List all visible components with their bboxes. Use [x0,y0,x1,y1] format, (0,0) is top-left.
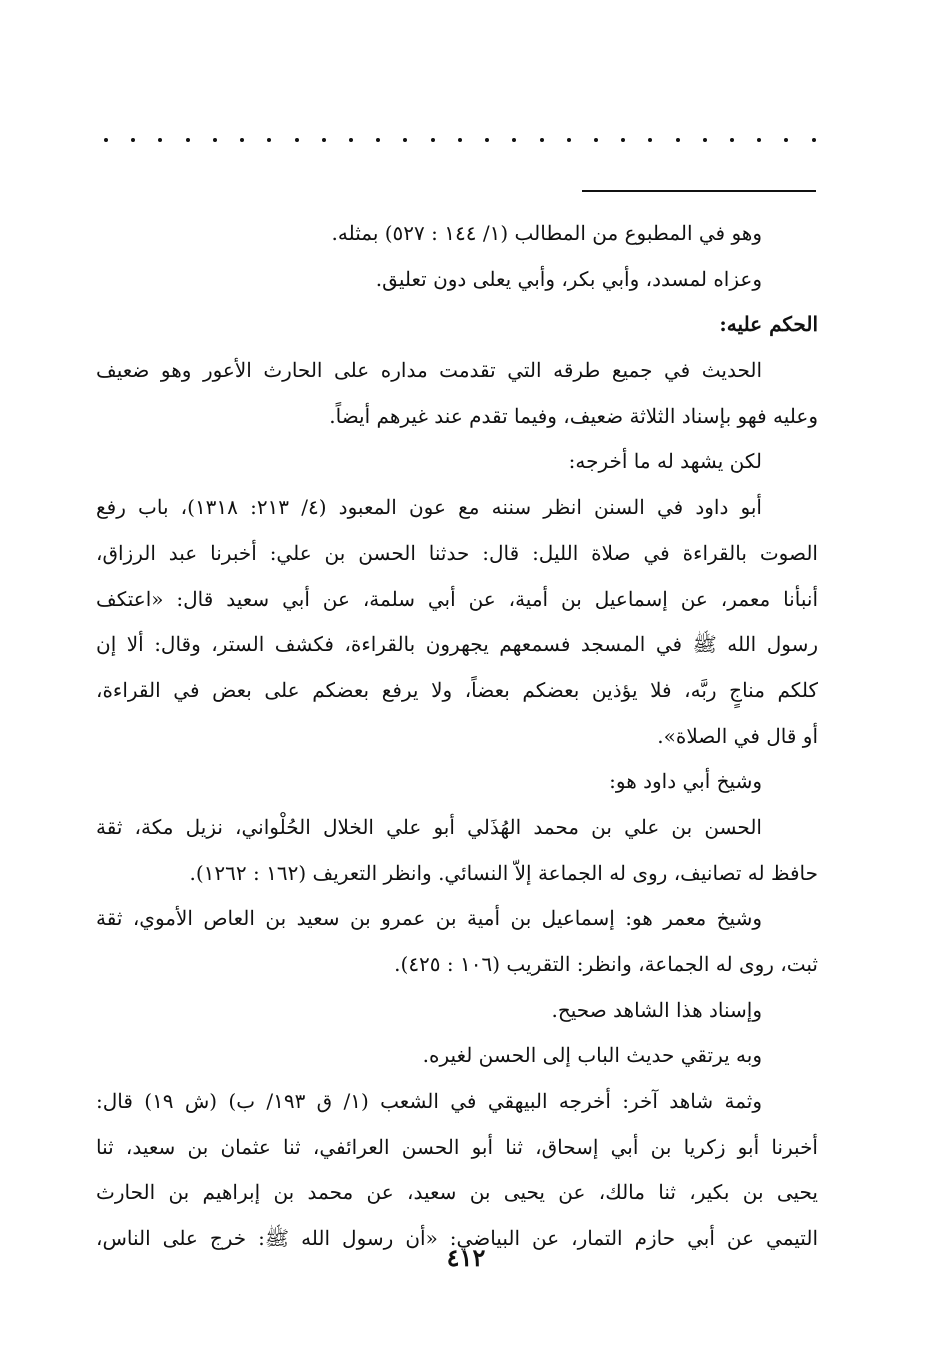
separator-dot [349,138,353,142]
separator-dot [703,138,707,142]
separator-dot [648,138,652,142]
text-line: رسول الله ﷺ في المسجد فسمعهم يجهرون بالقراءة، فكشف الستر، وقال: ألا إن [96,632,818,657]
text-line: كلكم مناجٍ ربَّه، فلا يؤذين بعضكم بعضاً، ولا يرفع بعضكم على بعض في القراءة، [96,677,818,702]
text-line: التيمي عن أبي حازم التمار، عن البياضي: «أن رسول الله ﷺ: خرج على الناس، [96,1226,818,1251]
text-line: وثمة شاهد آخر: أخرجه البيهقي في الشعب (١/ ق ١٩٣/ ب) (ش ١٩) قال: [96,1089,762,1114]
separator-dot [131,138,135,142]
dotted-separator [104,128,816,152]
section-heading: الحكم عليه: [719,312,818,337]
separator-dot [730,138,734,142]
separator-dot [295,138,299,142]
separator-dot [376,138,380,142]
text-line: وبه يرتقي حديث الباب إلى الحسن لغيره. [422,1043,762,1068]
text-line: حافظ له تصانيف، روى له الجماعة إلاّ النسائي. وانظر التعريف (١٦٢ : ١٢٦٢). [189,860,818,885]
separator-dot [676,138,680,142]
separator-dot [784,138,788,142]
separator-dot [322,138,326,142]
separator-dot [485,138,489,142]
footnote-rule [582,190,816,192]
text-line: ثبت، روى له الجماعة، وانظر: التقريب (١٠٦ : ٤٢٥). [394,952,818,976]
text-line: الحديث في جميع طرقه التي تقدمت مداره على الحارث الأعور وهو ضعيف [96,358,762,383]
separator-dot [267,138,271,142]
text-line: أو قال في الصلاة». [657,723,818,748]
text-line: وإسناد هذا الشاهد صحيح. [551,997,762,1022]
separator-dot [812,138,816,142]
text-line: لكن يشهد له ما أخرجه: [568,449,762,474]
separator-dot [240,138,244,142]
separator-dot [158,138,162,142]
text-line: الحسن بن علي بن محمد الهُذَلي أبو علي الخلال الحُلْواني، نزيل مكة، ثقة [96,814,762,839]
separator-dot [403,138,407,142]
text-line: أبو داود في السنن انظر سننه مع عون المعبود (٤/ ٢١٣: ١٣١٨)، باب رفع [96,495,762,520]
separator-dot [431,138,435,142]
separator-dot [512,138,516,142]
text-line: وهو في المطبوع من المطالب (١/ ١٤٤ : ٥٢٧) بمثله. [331,221,762,245]
separator-dot [213,138,217,142]
separator-dot [186,138,190,142]
page-body [96,211,818,1262]
separator-dot [104,138,108,142]
separator-dot [540,138,544,142]
separator-dot [757,138,761,142]
text-line: وعليه فهو بإسناد الثلاثة ضعيف، وفيما تقدم عند غيرهم أيضاً. [329,403,818,428]
text-line: يحيى بن بكير، ثنا مالك، عن يحيى بن سعيد، عن محمد بن إبراهيم بن الحارث [96,1180,818,1205]
text-line: الصوت بالقراءة في صلاة الليل: قال: حدثنا الحسن بن علي: أخبرنا عبد الرزاق، [96,540,818,565]
separator-dot [621,138,625,142]
text-line: وعزاه لمسدد، وأبي بكر، وأبي يعلى دون تعليق. [375,266,762,291]
text-line: وشيخ معمر هو: إسماعيل بن أمية بن عمرو بن سعيد بن العاص الأموي، ثقة [96,906,762,931]
separator-dot [594,138,598,142]
text-line: وشيخ أبي داود هو: [609,769,762,794]
page-number: ٤١٢ [446,1243,486,1272]
text-line: أخبرنا أبو زكريا بن أبي إسحاق، ثنا أبو الحسن العرائفي، ثنا عثمان بن سعيد، ثنا [96,1134,818,1159]
text-line: أنبأنا معمر، عن إسماعيل بن أمية، عن أبي سلمة، عن أبي سعيد قال: «اعتكف [96,586,818,611]
separator-dot [458,138,462,142]
separator-dot [567,138,571,142]
